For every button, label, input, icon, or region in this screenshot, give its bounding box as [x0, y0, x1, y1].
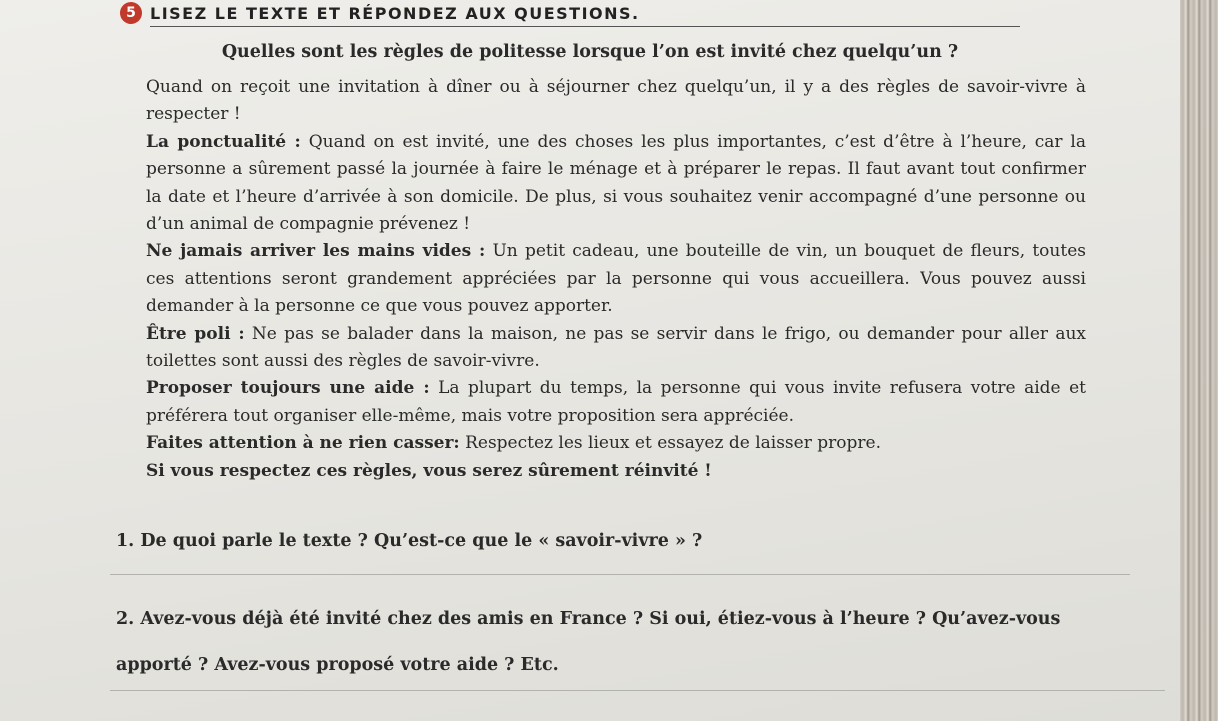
answer-line-1[interactable] [110, 574, 1130, 575]
article-conclusion [146, 458, 1086, 485]
answer-line-2[interactable] [110, 690, 1165, 691]
rule-paragraph [146, 129, 1086, 239]
exercise-number-badge: 5 [120, 2, 142, 24]
rule-text: Respectez les lieux et essayez de laisser propre. [459, 433, 881, 454]
rule-text: La plupart du temps, la personne qui vous invite refusera votre aide et préférera tout organiser elle-même, mais votre proposition sera appréciée. [146, 378, 1086, 426]
rule-heading: Être poli : [146, 323, 245, 344]
page-edges [1180, 0, 1218, 721]
rule-text: Ne pas se balader dans la maison, ne pas se servir dans le frigo, ou demander pour aller aux toilettes sont aussi des règles de savoir-vivre. [146, 323, 1087, 372]
rule-heading: Ne jamais arriver les mains vides : [146, 241, 486, 262]
article-intro: Quand on reçoit une invitation à dîner ou à séjourner chez quelqu’un, il y a des règles de savoir-vivre à respecter ! [146, 77, 1086, 125]
rule-heading: La ponctualité : [146, 131, 301, 152]
question-1: 1. De quoi parle le texte ? Qu’est-ce que le « savoir-vivre » ? [116, 531, 703, 551]
rule-paragraph [146, 430, 1086, 457]
rule-text: Quand on est invité, une des choses les plus importantes, c’est d’être à l’heure, car la personne a sûrement passé la journée à faire le ménage et à préparer le repas. Il faut avant tout confirmer la date et l’heure d’arrivée à son domicile. De plus, si vous souhaitez venir accompagné d’une personne ou d’un animal de compagnie prévenez ! [146, 131, 1086, 235]
article-body [146, 74, 1086, 485]
rule-text: Un petit cadeau, une bouteille de vin, un bouquet de fleurs, toutes ces attentions seront grandement appréciées par la personne qui vous accueillera. Vous pouvez aussi demander à la personne ce que vous pouvez apporter. [146, 241, 1086, 317]
question-2: 2. Avez-vous déjà été invité chez des amis en France ? Si oui, étiez-vous à l’heure ? Qu’avez-vous apporté ? Avez-vous proposé votre aide ? Etc. [116, 609, 1061, 675]
exercise-header [120, 2, 640, 24]
article-title: Quelles sont les règles de politesse lorsque l’on est invité chez quelqu’un ? [221, 42, 959, 62]
rule-heading: Proposer toujours une aide : [146, 378, 430, 399]
rule-paragraph [146, 321, 1086, 376]
rule-heading: Faites attention à ne rien casser: [146, 433, 460, 454]
conclusion-text: Si vous respectez ces règles, vous serez sûrement réinvité ! [146, 460, 712, 481]
header-underline [150, 26, 1020, 27]
rule-paragraph [146, 375, 1086, 430]
rule-paragraph [146, 238, 1086, 320]
exercise-instruction: LISEZ LE TEXTE ET RÉPONDEZ AUX QUESTIONS. [150, 3, 640, 23]
